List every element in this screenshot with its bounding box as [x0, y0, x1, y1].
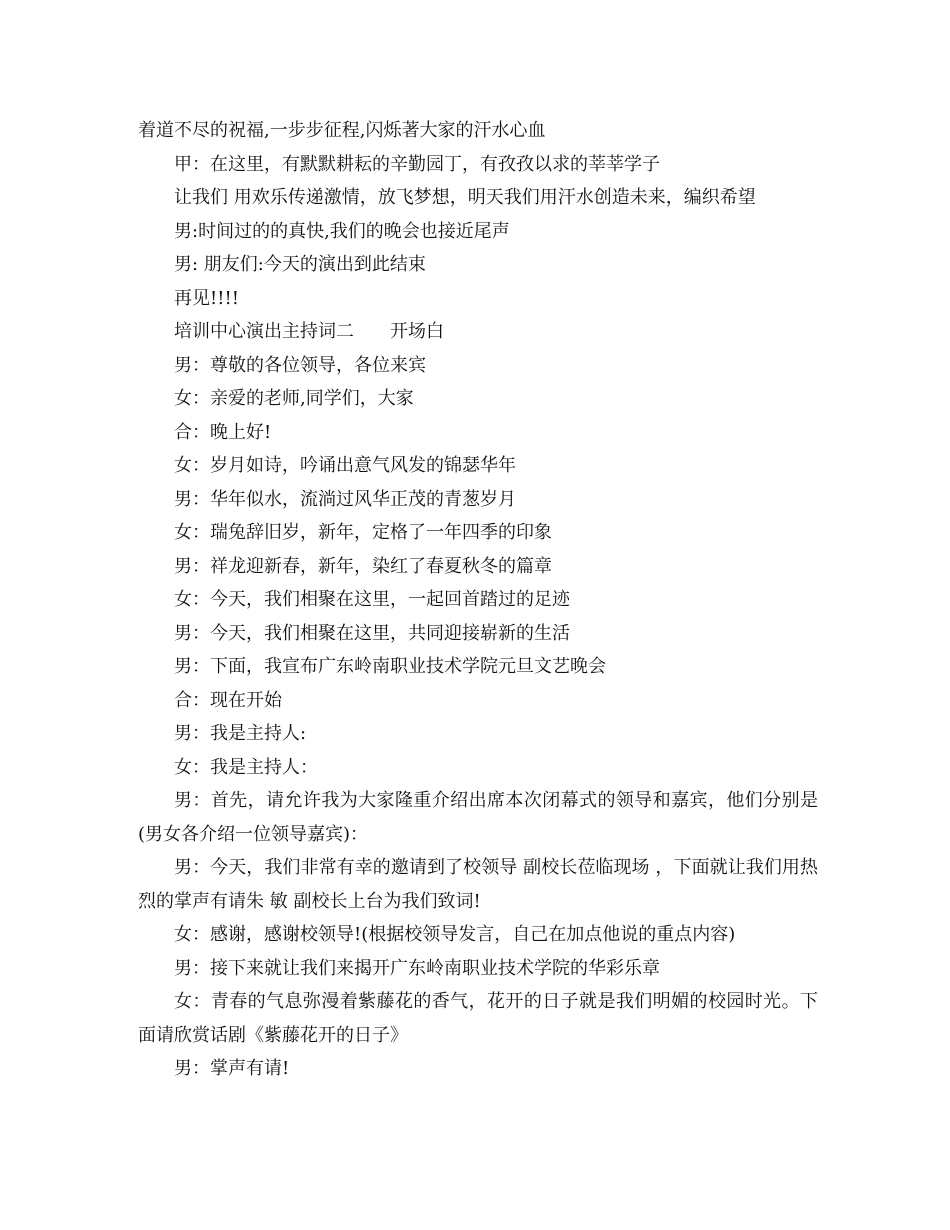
paragraph: 女：亲爱的老师,同学们，大家	[174, 388, 414, 409]
paragraph: 让我们 用欢乐传递激情，放飞梦想，明天我们用汗水创造未来，编织希望	[174, 187, 756, 208]
paragraph: 男：今天，我们相聚在这里，共同迎接崭新的生活	[174, 622, 570, 644]
paragraph: 男：下面，我宣布广东岭南职业技术学院元旦文艺晚会	[174, 656, 606, 677]
paragraph: 男：首先，请允许我为大家隆重介绍出席本次闭幕式的领导和嘉宾，他们分别是(男女各介绍一位领导嘉宾)：	[138, 790, 818, 845]
paragraph: 男：祥龙迎新春，新年，染红了春夏秋冬的篇章	[174, 555, 552, 577]
paragraph: 合：现在开始	[174, 689, 282, 711]
paragraph: 男：接下来就让我们来揭开广东岭南职业技术学院的华彩乐章	[174, 957, 660, 979]
paragraph: 男：华年似水，流淌过风华正茂的青葱岁月	[174, 488, 516, 510]
paragraph: 男: 朋友们:今天的演出到此结束	[174, 254, 426, 275]
paragraph: 男：今天，我们非常有幸的邀请到了校领导 副校长莅临现场 ，下面就让我们用热烈的掌声有请朱 敏 副校长上台为我们致词!	[138, 857, 818, 912]
paragraph: 甲：在这里，有默默耕耘的辛勤园丁，有孜孜以求的莘莘学子	[174, 153, 660, 175]
paragraph: 女：今天，我们相聚在这里，一起回首踏过的足迹	[174, 589, 570, 610]
paragraph: 女：岁月如诗，吟诵出意气风发的锦瑟华年	[174, 455, 516, 476]
document-body	[138, 114, 818, 1086]
paragraph: 女：我是主持人：	[174, 756, 318, 778]
paragraph: 再见!!!!	[174, 287, 239, 309]
paragraph: 男：我是主持人:	[174, 723, 307, 744]
paragraph: 男：掌声有请!	[174, 1058, 290, 1079]
paragraph: 男：尊敬的各位领导，各位来宾	[174, 354, 426, 376]
paragraph: 女：感谢，感谢校领导!(根据校领导发言，自己在加点他说的重点内容)	[174, 924, 736, 945]
paragraph: 女：青春的气息弥漫着紫藤花的香气，花开的日子就是我们明媚的校园时光。下面请欣赏话剧《紫藤花开的日子》	[138, 991, 818, 1046]
paragraph: 女：瑞兔辞旧岁，新年，定格了一年四季的印象	[174, 522, 552, 543]
paragraph: 着道不尽的祝福,一步步征程,闪烁著大家的汗水心血	[138, 120, 546, 141]
paragraph: 男:时间过的的真快,我们的晚会也接近尾声	[174, 220, 510, 242]
paragraph: 合：晚上好!	[174, 421, 272, 443]
section-heading: 培训中心演出主持词二 开场白	[174, 321, 444, 342]
